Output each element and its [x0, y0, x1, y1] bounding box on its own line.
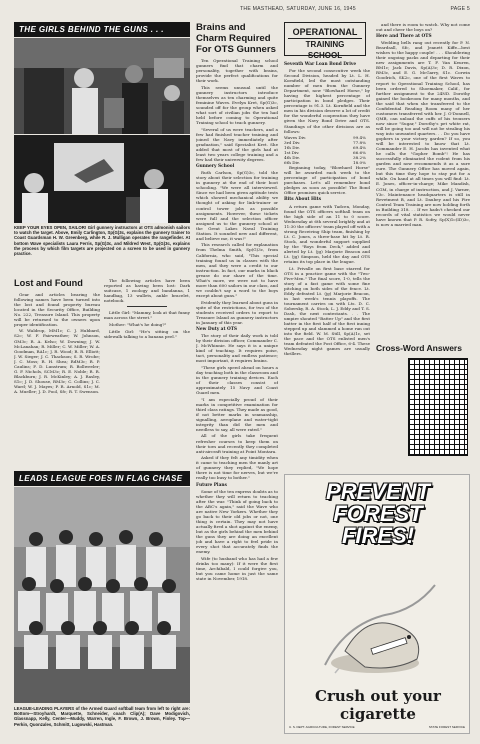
standings-row: 1th Div. 69.4%: [284, 145, 366, 151]
brains-paragraph: Evidently they learned about guns in spite of the restrictions, for two of the students received orders to report to Treasure Island as gunnery instructors in January of this year.: [196, 299, 278, 325]
bits-subhead: Bits About Hits: [284, 197, 322, 203]
crossword-title: Cross-Word Answers: [376, 343, 462, 353]
bits-paragraph: Lt. Privalle on first base starred for OTS in a practice game with the "Two-Five-Men." The final score, 1-0, tells the story of a fast game with some fine pitching on both sides of the fence. Lt. Eddy defeated Lt. (jg) Marjorie Beacon, in last week's tennis playoffs. The tournament carries on with Lts. D. C. Sobersky, R. A. Stock, L. J. Eddy and T. S. Dash, the next contestants. . . The umpire shouted "Batter Up" and the first batter in the first half of the first inning stepped up and slammed a home run out into the field. W. M. Still, Sp(A)1c, set the pace and the OTS enlisted men's team defeated the Post Office, 6-4. These Wednesday night games are usually thrillers.: [284, 265, 370, 357]
ad-credit-right: STATE FOREST SERVICE: [428, 725, 465, 729]
crossword-grid: [408, 358, 468, 456]
divider-rule: [127, 306, 167, 307]
standings-list: [284, 135, 370, 165]
girls-banner: THE GIRLS BEHIND THE GUNS . . .: [14, 22, 190, 37]
ots-nameplate-top: OPERATIONAL: [292, 27, 358, 37]
standings-row: Waves Div. 99.4%: [284, 135, 366, 141]
brains-subhead: New Duty at OTS: [196, 326, 237, 332]
ad-headline-line: PREVENT: [326, 479, 430, 504]
ots-nameplate: [284, 22, 366, 60]
ots-body-2: [284, 165, 370, 356]
ad-headline-line: FIRES!: [341, 523, 415, 548]
brains-paragraph: All of the girls take frequent refresher courses to keep them on their toes and recently they completed anti-aircraft training at Point Montara.: [196, 433, 278, 454]
lost-found-body: [14, 292, 100, 395]
ad-credit-left: U. S. DEPT. AGRICULTURE, FOREST SERVICE: [289, 725, 355, 729]
running-head: [14, 6, 470, 15]
standings-row: 1st Div. 66.6%: [284, 150, 366, 156]
lost-found-column-1: [14, 278, 100, 466]
brains-paragraph: This research called for explanation from Thelma Smith, Sp(G)3c, from California, who said, "This special training found us in classes with the men, and they were a credit to our instruction. In fact, our marks in black grease do our share of the time. What's more, we were not to have more than 600 sailors in our class, and we couldn't say a word to the boys except about guns.": [196, 242, 278, 298]
loan-paragraph: For the second consecutive week the Second Division, headed by Lt. L. H. Kornfield, led the most outstanding number of men from the Gunnery Department, now "Blowhard Horse," by having the highest percentage of participation in bond pledges. Their percentage is 91.3. Lt. Kornfield and the men in his division deserve a lot of credit for the wonderful cooperation they have given the Navy Bond Drive and OTS. Standings of the other divisions are as follows:: [284, 68, 370, 134]
gunnery-photo-bottom: [14, 135, 190, 223]
page-number: PAGE 5: [450, 6, 470, 12]
softball-banner: LEADS LEAGUE FOES IN FLAG CHASE: [14, 471, 190, 486]
lost-found-intro: Gear and articles bearing the following names have been turned into the lost and found property bureau located in the Security Office, Building No. 222, Treasure Island. This property will be returned to the owners upon proper identification.: [14, 291, 100, 327]
standings-row: 4th Div. 38.2%: [284, 155, 366, 161]
joke-line-2: Mother: "What's he doing?": [109, 321, 167, 327]
fire-prevention-ad: [284, 474, 470, 734]
standings-row: 3rd Div. 77.8%: [284, 140, 366, 146]
brains-headline: Brains and Charm Required For OTS Gunners: [196, 22, 276, 55]
lost-found-column-2: [104, 278, 190, 466]
ad-headline: [285, 481, 470, 547]
ots-column-2: [376, 22, 470, 340]
softball-caption: LEAGUE-LEADING PLAYERS of the Armed Guard softball team from left to right are: Bottom—Stroyhardt, Marquette, Schneider, coach Clip(A); Dave Modigovich, Glassnapp, Kelly, Center—Muddy, Warren, Ingle, F. Brown, J. Brown, Finley. Top—Perkin, Quonzales, Schmitt, Lugowski, Hastman.: [14, 706, 190, 727]
standings-row: 6th Div. 18.0%: [284, 160, 366, 166]
joke-line-3: Little Girl: "He's sitting on the sidewalk talking to a banana peel.": [104, 328, 190, 339]
ad-headline-line: FOREST: [333, 501, 423, 526]
cigarette-hand-illustration: [305, 555, 451, 683]
bits-paragraph: A return game with Tadcen, Monday, found the OTS officers softball team on the high side of an 11 to 0 score. Wednesday at 6th several brightly and at 11:30 the officers' team played off with a strong Receiving Ship team, finishing by Lt. C. Jones, a three-base hit by Lt. R. Stock, and wonderful support supplied by the "Boys from Deck," added and alerted by Lt. (jg) Marjorie Beacon and Lt. (jg) Simpson, held the day and OTS retains its top place in the league.: [284, 203, 370, 265]
brains-paragraph: Wife (to husband who has had a few drinks too many): If it were the first time, Archibald, I could forgive you, but you came home in just the same state in November, 1918.: [196, 555, 278, 581]
loan-subhead: Seventh War Loan Bond Drive: [284, 62, 357, 67]
brains-body: [196, 58, 278, 581]
here-there-subhead: Here and There at OTS: [376, 34, 432, 40]
gunnery-photo-top: [14, 38, 190, 134]
ad-slogan: Crush out your cigarette: [315, 687, 441, 723]
brains-paragraph: "I am especially proud of their marks in competitive examination for third class ratings. They made as good, if not better marks in seamanship, signalling, aeroplane and water-tight integrity than did the men and needless to say, all were rated.": [196, 396, 278, 432]
ots-body-1: [284, 68, 370, 134]
brains-article: [196, 22, 278, 738]
brains-paragraph: "Several of us were teachers, and a few had finished teacher training and joined the Navy immediately after graduation," said Specialist Kret. She added that most of the girls had at least two years college training and a few had their university degrees.: [196, 126, 278, 163]
standings-note: Beginning today, "Blowhard Horse" will be awarded each week to the percentage of participation of bond purchases. Let's all remember bond pledges as soon as possible! The Bond Office promises quick service.: [284, 165, 370, 196]
joke-line-1: Little Girl: "Mammy, look at that funny man across the street.": [104, 310, 190, 321]
running-head-date: THE MASTHEAD, SATURDAY, JUNE 16, 1945: [240, 6, 356, 12]
softball-team-photo: [14, 487, 190, 703]
brains-paragraph: Ten Operational Training school gunners find that charm and personality, together with brains, provide the perfect qualifications for their work.: [196, 58, 278, 84]
brains-paragraph: This seems unusual until the gunnery instructors introduce themselves as ten charming and quite feminine Waves. Evelyn Kret, Sp(G)3c, sounded off for the group when asked what sort of civilian jobs the ten had held before coming to Operational Training school to teach gunnery.: [196, 84, 278, 126]
ots-column-1: [284, 60, 370, 470]
brains-paragraph: "These girls speed ahead on hours a day teaching both in the classroom and in the gunnery training devices. Each of their classes consist of approximately 15 Navy and Coast Guard men.: [196, 364, 278, 395]
lost-found-headline: Lost and Found: [14, 278, 83, 288]
continued-text: and there is room to watch. Why not come out and cheer the boys on?: [376, 22, 470, 33]
lost-found-names: W. Waldrop, MM1c; C. J. Hubbard, S2c; W. F. Fairweather; W. Johnson, GM3c; R. A. Kelso; W. Downing; J. W. McLanahan; R. Miller; C. W. Miller; W. A. Goodman, RA1c; J. R. Wood; R. R. Elliott; J. W. Sieger; J. C. Thackson; S. R. Wrobe; J. C. Moss; R. H. Shea; RdM3c; R. P. Caulins; F. D. Lunstrum; R. Bollweeler; G. F. Nichols, SCM3c; R. E. Noble; R. R. Blackburn; J. R. McKinley; A. J. Rasley, S1c; J. D. Shouse, RM3c; C. Collins; J. C. Ward; W. J. Mayes; P. R. Arnold, S1c; M. A. Mueller; J. D. Pool, Sfc; R. T. Swenson.: [14, 328, 100, 394]
brains-paragraph: Some of the ten express doubts as to whether they will return to teaching after the war. "Think of going back to the ABC's again," said the Wave who are native New Yorkers. Whether they go back to their old jobs or not, one thing is certain. They may not have actually fired a shot against the enemy, but as the girls behind the men behind the guns they are doing an excellent job and have a right to feel pride in every shot that accurately finds the enemy.: [196, 488, 278, 555]
here-there-paragraph: Wedding bells rang out recently for P. N. Beardsall, Sfc, and Jeanett Kiffe—best wishes to the happy couple! . . . Shouldering their ongoing packs and departing for their new assignments are T. F. Van Keuren, BM1c; Jack Davis, Sp(A)3c; D. R. Dixon, RM3c, and E. G. McGarry, S1c. Corwin Goodrich, SK2c, one of the first Waves to report to Operational Training School, has been ordered to Shoemaker, Calif., for further assignment to the 24ND. Dorothy gained the bookroom for many months, and the said that when she transferred to the Confidential Reading Room many of her customers transferred with her. J. O'Donnell, QMB, can unload the cuffs of his trousers now since "Sugar," Dorothy's pet white rat, will be going too and will not be stealing his way into unwanted quarters. . . Do you have gophers in your victory garden? If so, you will be interested to know that Lt. Commander E. H. Jacobs has invented what he calls the "Gopher Bomb"! He has successfully eliminated the rodent from his garden and now recommends it as a sure cure. The Gunnery Office has moved again, but this time they hope to stay put for a while. On hand at all times you will find: Lt. E. Jones, officer-in-charge; Mike Mandish, CGM, in charge of instruction, and J. Varner, Y3c. Maintenance headquarters is still in Revetment B, and Lt. Daubey and his Fire Control Team Training are now holding forth in Building 318. . . If we hadn't checked our records of vital statistics we would never have known that P. R. Sofry, Sp(X)1c(ID)3c, is now a married man.: [376, 40, 470, 227]
brains-paragraph: The story of their daily work is told by their division officer, Commander C. J. McWhinnie. He says it is a unique kind of teaching. It requires poise, tact, personality and endless patience; most important, it requires brains.: [196, 332, 278, 364]
girls-photo-caption: KEEP YOUR EYES OPEN, SAILOR! Girl gunnery instructors at OTS admonish sailors to watch the target. Above, Emily Carlington, Sp(G)3c, explains the gunnery trainer to Coast Guardsman H. W. Greenberg, while R. J. Mulligan operates the rangefinder. At bottom Wave specialists Laura Ferris, Sp(G)3c, and Mildred West, Sp(G)3c, explains the process by which film targets are projected on a screen to be used in gunnery practice.: [14, 225, 190, 257]
lost-found-items: The following articles have been reported as having been lost: Dark suitcase, 1 zoology and bandanna, 1 handbag, 13 wallets, ankle bracelet, notebook.: [104, 278, 190, 304]
brains-paragraph: Asked if they felt any timidity when it came to teaching men the manly art of gunnery they replied, "We hope there is not time for nerves, but we're really too busy to bother.": [196, 455, 278, 481]
brains-subhead: Future Plans: [196, 482, 227, 488]
brains-subhead: Gunnery School: [196, 164, 235, 170]
brains-paragraph: Ruth Carlson, Sp(G)3c, told the story about their selection for training in gunnery at the end of their boot schooling. "We were all interviewed. Since we had been given aptitude tests which showed mechanical ability we thought of asking for link-trainer or control tower jobs as possible assignments. However, these tickets were full and the selection officer assigned us to the gunnery school at the Great Lakes Naval Training Station. It sounded new and different, and believe me, it was!": [196, 170, 278, 241]
ots-nameplate-bottom: TRAINING SCHOOL: [288, 38, 362, 61]
